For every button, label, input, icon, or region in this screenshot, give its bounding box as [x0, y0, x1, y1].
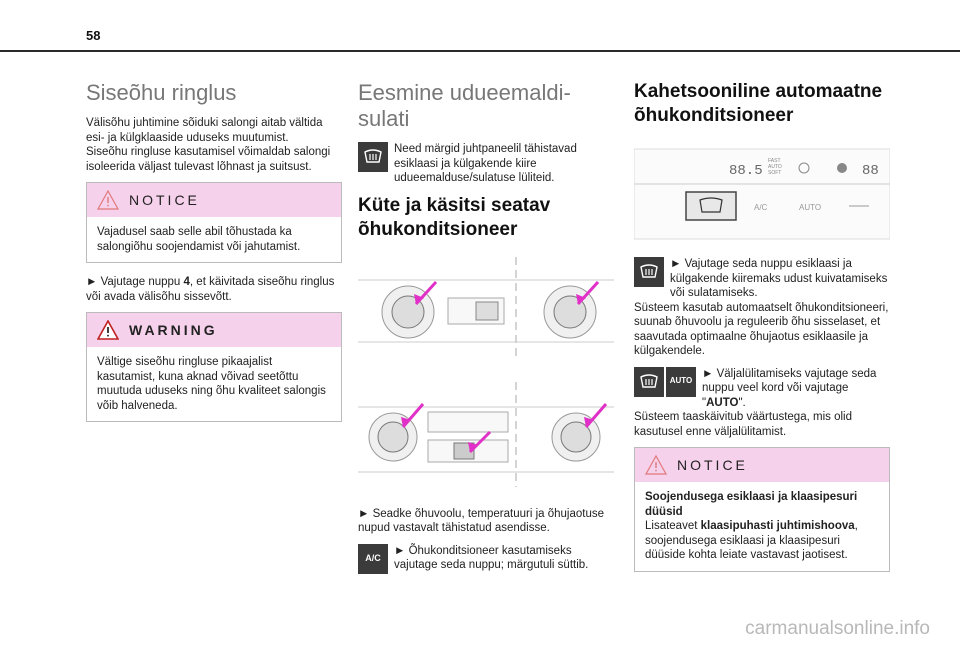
ac-icon: A/C: [358, 544, 388, 574]
warning-triangle-icon: [645, 455, 667, 475]
svg-text:SOFT: SOFT: [768, 170, 782, 176]
notice-header: [87, 183, 341, 217]
svg-text:88: 88: [862, 163, 879, 179]
defrost-icon: [634, 367, 664, 397]
warning-text: Vältige siseõhu ringluse pikaajalist kasutamist, kuna aknad võivad seetõttu muutuda uduseks ning õhu kvaliteet salongis võib halveneda.: [97, 356, 326, 412]
dual-zone-panel-illustration: [634, 144, 890, 244]
heading-defrost: Eesmine udueemaldi-sulati: [358, 80, 571, 131]
page-number: 58: [86, 28, 101, 43]
heading-dual-zone: Kahetsooniline automaatne õhukonditsioneer: [634, 81, 883, 126]
svg-text:AUTO: AUTO: [799, 203, 822, 212]
step-recirc: ► Vajutage nuppu 4, et käivitada siseõhu ringlus või avada välisõhu sissevõtt.: [86, 276, 335, 303]
defrost-text: Need märgid juhtpaneelil tähistavad esiklaasi ja külgakende kiire udueemalduse/sulatuse lüliteid.: [358, 142, 614, 186]
svg-text:A/C: A/C: [754, 203, 768, 212]
notice-text: Vajadusel saab selle abil tõhustada ka salongiõhu soojendamist või jahutamist.: [97, 226, 301, 253]
intro-text: Välisõhu juhtimine sõiduki salongi aitab vältida esi- ja külgklaaside uduseks muutumist. Siseõhu ringluse kasutamisel võimaldab salongi isoleerida väljast tulevast lõhnast ja suitsust.: [86, 117, 331, 173]
column-dual-zone: [634, 80, 890, 584]
step-manual-1: ► Seadke õhuvoolu, temperatuuri ja õhujaotuse nupud vastavalt tähistatud asendisse.: [358, 507, 605, 534]
notice-header: [635, 448, 889, 482]
step-dual-1: ► Vajutage seda nuppu esiklaasi ja külgakende kiiremaks udust kuivatamiseks või sulatamiseks. Süsteem kasutab automaatselt õhukonditsioneeri, suunab õhuvoolu ja reguleerib õhu sisselaset, et saavutada optimaalne õhujaotus esiklaasile ja külgakendele.: [634, 258, 889, 357]
notice-title: NOTICE: [129, 192, 200, 208]
notice-title: NOTICE: [677, 457, 748, 473]
notice-text: Soojendusega esiklaasi ja klaasipesuri düüsid Lisateavet klaasipuhasti juhtimishoovа, soojendusega esiklaasi ja klaasipesuri düüside kohta leiate vastavast jaotisest.: [645, 491, 858, 561]
warning-box: [86, 312, 342, 422]
manual-ac-illustration: [358, 252, 614, 492]
svg-text:AUTO: AUTO: [768, 164, 782, 170]
svg-text:88.5: 88.5: [729, 163, 763, 179]
watermark: carmanualsonline.info: [745, 618, 930, 639]
column-recirculation: [86, 80, 342, 434]
heading-manual-ac: Küte ja käsitsi seatav õhukonditsioneer: [358, 194, 551, 240]
step-dual-2: AUTO ► Väljalülitamiseks vajutage seda nuppu veel kord või vajutage "AUTO". Süsteem taaskäivitub väärtustega, mis olid kasutusel enne väljalülitamist.: [634, 367, 877, 438]
column-defrost: [358, 80, 614, 584]
warning-triangle-icon: [97, 190, 119, 210]
heading-recirculation: Siseõhu ringlus: [86, 80, 237, 105]
svg-text:FAST: FAST: [768, 158, 781, 164]
defrost-icon: [358, 142, 388, 172]
notice-box-dual: [634, 447, 890, 572]
step-manual-2: A/C ► Õhukonditsioneer kasutamiseks vajutage seda nuppu; märgutuli süttib.: [358, 544, 614, 576]
header-rule: [0, 50, 960, 52]
warning-header: [87, 313, 341, 347]
warning-triangle-icon: [97, 320, 119, 340]
auto-icon: AUTO: [666, 367, 696, 397]
defrost-icon: [634, 257, 664, 287]
notice-box: [86, 182, 342, 263]
warning-title: WARNING: [129, 322, 218, 338]
